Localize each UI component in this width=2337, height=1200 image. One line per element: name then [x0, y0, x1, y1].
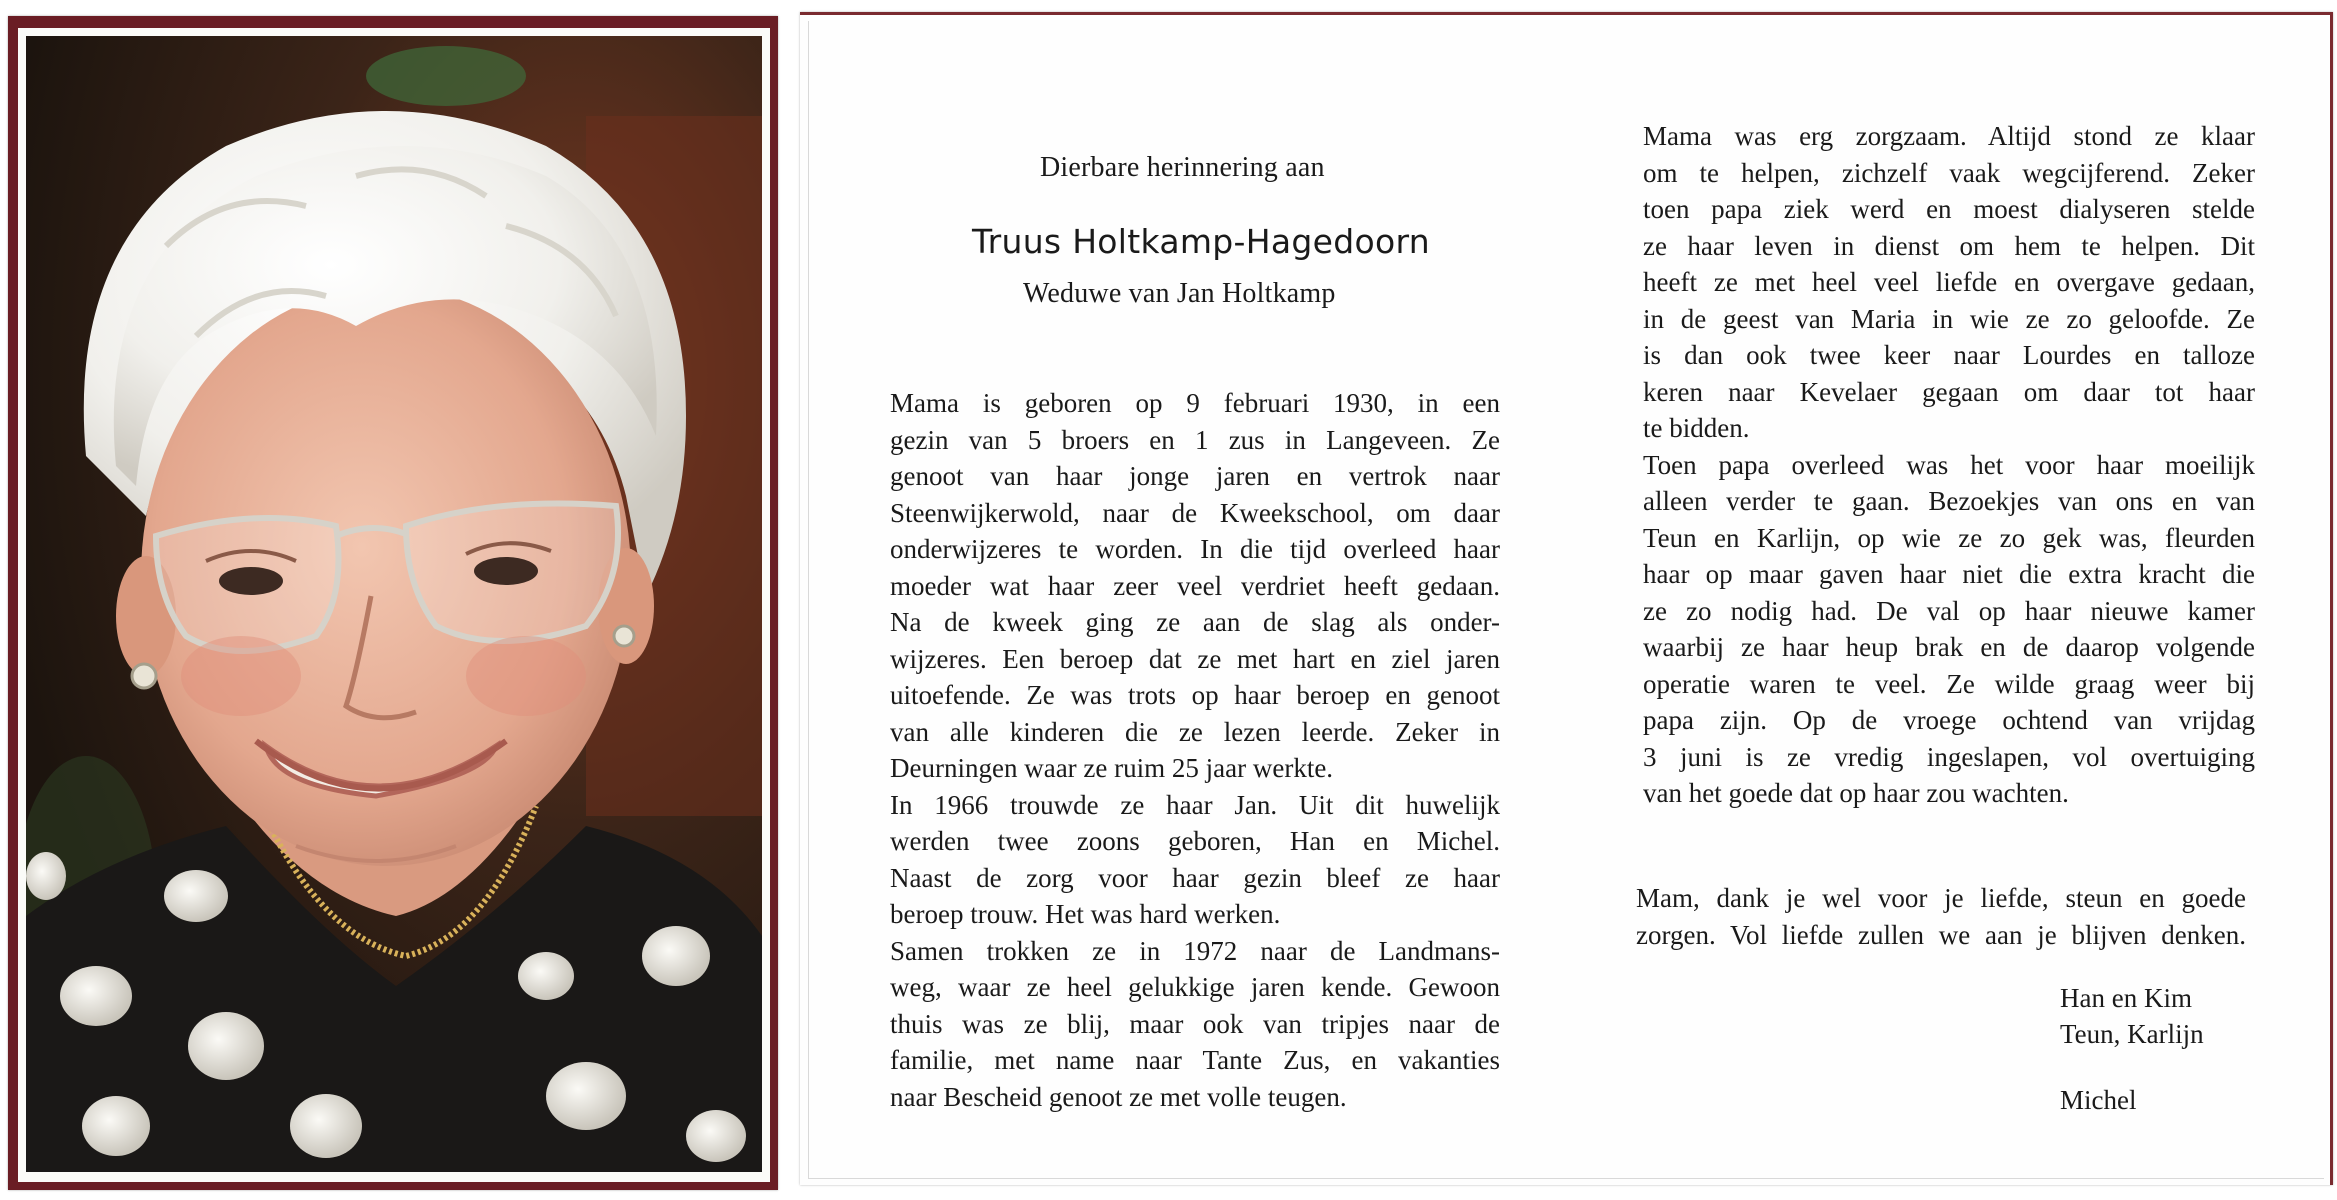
photo-border	[18, 28, 770, 1182]
text-line: Mama is geboren op 9 februari 1930, in een	[890, 388, 1500, 418]
text-line: gezin van 5 broers en 1 zus in Langeveen. Ze	[890, 424, 1500, 455]
signature-line: Teun, Karlijn	[2060, 1019, 2204, 1049]
text-line: 3 juni is ze vredig ingeslapen, vol overtuiging	[1643, 741, 2255, 772]
text-line: van alle kinderen die ze lezen leerde. Zeker in	[890, 716, 1500, 747]
text-line: werden twee zoons geboren, Han en Michel.	[890, 826, 1500, 856]
text-line: Steenwijkerwold, naar de Kweekschool, om daar	[890, 497, 1500, 528]
text-line: moeder wat haar zeer veel verdriet heeft gedaan.	[890, 570, 1500, 601]
text-line: thuis was ze blij, maar ook van tripjes naar de	[890, 1008, 1500, 1039]
thanks-paragraph	[1636, 880, 2246, 953]
text-line: toen papa ziek werd en moest dialyseren stelde	[1643, 194, 2255, 224]
deceased-name: Truus Holtkamp-Hagedoorn	[972, 222, 1430, 261]
text-line: beroep trouw. Het was hard werken.	[890, 899, 1281, 929]
text-line: keren naar Kevelaer gegaan om daar tot haar	[1643, 376, 2255, 407]
text-line: operatie waren te veel. Ze wilde graag weer bij	[1643, 668, 2255, 699]
text-line: Teun en Karlijn, op wie ze zo gek was, fleurden	[1643, 522, 2255, 553]
signatures	[2060, 980, 2204, 1118]
text-line: genoot van haar jonge jaren en vertrok naar	[890, 461, 1500, 491]
text-line: uitoefende. Ze was trots op haar beroep en genoot	[890, 680, 1500, 710]
text-line: Na de kweek ging ze aan de slag als onder-	[890, 607, 1500, 637]
text-line: haar op maar gaven haar niet die extra kracht die	[1643, 559, 2255, 589]
text-line: familie, met name naar Tante Zus, en vakanties	[890, 1045, 1500, 1075]
text-line: papa zijn. Op de vroege ochtend van vrijdag	[1643, 705, 2255, 735]
text-line: ze zo nodig had. De val op haar nieuwe kamer	[1643, 595, 2255, 626]
heading-intro: Dierbare herinnering aan	[1040, 152, 1325, 183]
heading-widow: Weduwe van Jan Holtkamp	[1023, 278, 1336, 309]
photo-card	[8, 16, 778, 1190]
text-line: weg, waar ze heel gelukkige jaren kende. Gewoon	[890, 972, 1500, 1002]
signature-line: Michel	[2060, 1085, 2137, 1115]
text-line: In 1966 trouwde ze haar Jan. Uit dit huwelijk	[890, 789, 1500, 820]
text-line: alleen verder te gaan. Bezoekjes van ons en van	[1643, 486, 2255, 516]
text-line: Naast de zorg voor haar gezin bleef ze haar	[890, 862, 1500, 893]
text-line: is dan ook twee keer naar Lourdes en talloze	[1643, 340, 2255, 370]
text-line: naar Bescheid genoot ze met volle teugen.	[890, 1081, 1347, 1112]
text-line: Samen trokken ze in 1972 naar de Landmans-	[890, 935, 1500, 966]
text-line: Mama was erg zorgzaam. Altijd stond ze klaar	[1643, 121, 2255, 151]
text-line: in de geest van Maria in wie ze zo geloofde. Ze	[1643, 303, 2255, 334]
text-line: heeft ze met heel veel liefde en overgave gedaan,	[1643, 267, 2255, 297]
portrait-photo	[26, 36, 762, 1172]
text-line: om te helpen, zichzelf vaak wegcijferend. Zeker	[1643, 157, 2255, 188]
text-line: Mam, dank je wel voor je liefde, steun en goede	[1636, 883, 2246, 913]
text-line: wijzeres. Een beroep dat ze met hart en ziel jaren	[890, 643, 1500, 674]
text-line: onderwijzeres te worden. In die tijd overleed haar	[890, 534, 1500, 564]
biography-left-column	[890, 385, 1500, 1115]
text-line: te bidden.	[1643, 413, 1750, 443]
text-line: van het goede dat op haar zou wachten.	[1643, 778, 2069, 808]
biography-right-column	[1643, 118, 2255, 812]
text-line: waarbij ze haar heup brak en de daarop volgende	[1643, 632, 2255, 662]
text-line: Toen papa overleed was het voor haar moeilijk	[1643, 449, 2255, 480]
signature-line: Han en Kim	[2060, 983, 2192, 1013]
text-line: ze haar leven in dienst om hem te helpen. Dit	[1643, 230, 2255, 261]
text-line: zorgen. Vol liefde zullen we aan je blijven denken.	[1636, 919, 2246, 950]
text-line: Deurningen waar ze ruim 25 jaar werkte.	[890, 753, 1334, 783]
